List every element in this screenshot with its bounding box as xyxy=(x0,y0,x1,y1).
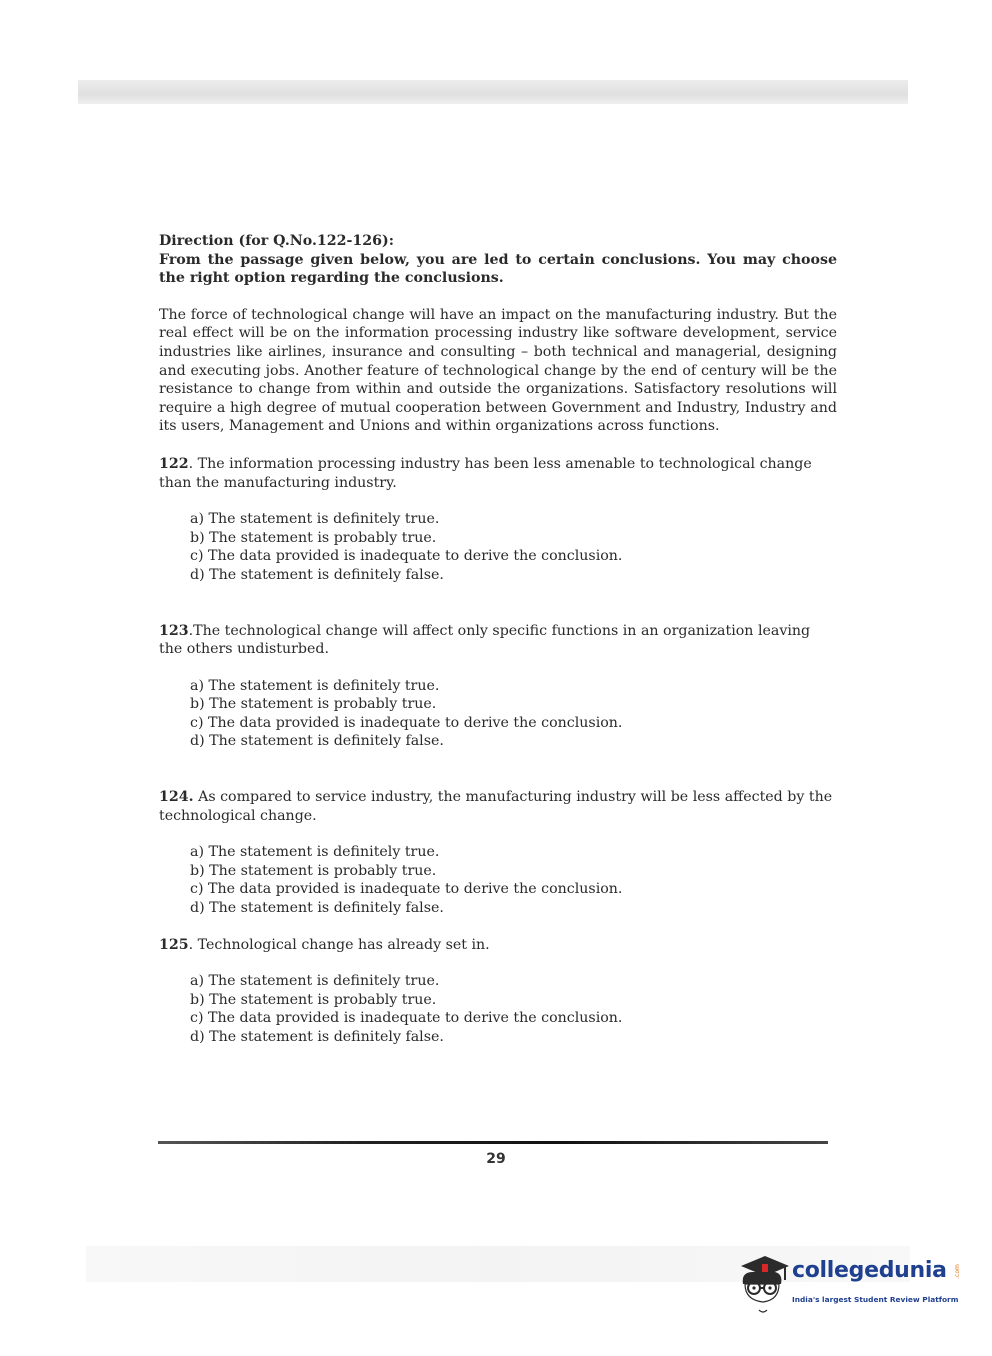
option-a: a) The statement is definitely true. xyxy=(190,677,440,694)
question-number: 122 xyxy=(159,455,189,472)
question-number: 124. xyxy=(159,789,194,806)
option-c: c) The data provided is inadequate to derive the conclusion. xyxy=(190,714,623,731)
question-text: As compared to service industry, the manufacturing industry will be less affected by the technological change. xyxy=(159,789,833,824)
page-content xyxy=(159,232,837,1047)
option-d: d) The statement is definitely false. xyxy=(190,1029,444,1045)
option-c: c) The data provided is inadequate to derive the conclusion. xyxy=(190,548,623,565)
direction-title: Direction (for Q.No.122-126): xyxy=(159,233,394,249)
options-122 xyxy=(190,510,837,584)
brand-tagline: India's largest Student Review Platform xyxy=(792,1295,959,1304)
question-124 xyxy=(159,788,837,825)
option-c: c) The data provided is inadequate to derive the conclusion. xyxy=(190,1010,623,1027)
question-text: . The information processing industry has been less amenable to technological change than the manufacturing industry. xyxy=(159,455,812,491)
options-124 xyxy=(190,843,837,917)
page-number: 29 xyxy=(486,1151,506,1167)
question-123 xyxy=(159,622,837,659)
option-d: d) The statement is definitely false. xyxy=(190,900,444,917)
question-number: 123 xyxy=(159,622,189,639)
brand-com: .com xyxy=(953,1264,961,1279)
question-text: .The technological change will affect only specific functions in an organization leaving the others undisturbed. xyxy=(159,622,811,658)
scan-header-band xyxy=(78,80,908,104)
graduate-mascot-icon xyxy=(735,1250,791,1320)
option-b: b) The statement is probably true. xyxy=(190,529,437,546)
option-b: b) The statement is probably true. xyxy=(190,696,437,713)
passage: The force of technological change will have an impact on the manufacturing industry. But the real effect will be on the information processing industry like software development, service industries like airlines, insurance and consulting – both technical and managerial, designing and executing jobs. Another feature of technological change by the end of century will be the resistance to change from within and outside the organizations. Satisfactory resolutions will require a high degree of mutual cooperation between Government and Industry, Industry and its users, Management and Unions and within organizations across functions. xyxy=(159,306,837,435)
question-text: . Technological change has already set in. xyxy=(188,936,490,953)
question-125 xyxy=(159,936,837,955)
question-122 xyxy=(159,455,837,492)
option-c: c) The data provided is inadequate to derive the conclusion. xyxy=(190,881,623,898)
option-d: d) The statement is definitely false. xyxy=(190,733,444,750)
option-a: a) The statement is definitely true. xyxy=(190,973,440,990)
brand-logo xyxy=(735,1250,965,1320)
option-b: b) The statement is probably true. xyxy=(190,991,437,1008)
options-125 xyxy=(190,972,837,1046)
option-a: a) The statement is definitely true. xyxy=(190,844,440,861)
option-a: a) The statement is definitely true. xyxy=(190,511,440,528)
option-d: d) The statement is definitely false. xyxy=(190,566,444,583)
options-123 xyxy=(190,677,837,751)
footer-rule xyxy=(158,1141,828,1144)
option-b: b) The statement is probably true. xyxy=(190,862,437,879)
brand-name: collegedunia xyxy=(792,1258,947,1283)
direction-text: From the passage given below, you are led to certain conclusions. You may choose the right option regarding the conclusions. xyxy=(159,251,837,287)
question-number: 125 xyxy=(159,936,189,953)
